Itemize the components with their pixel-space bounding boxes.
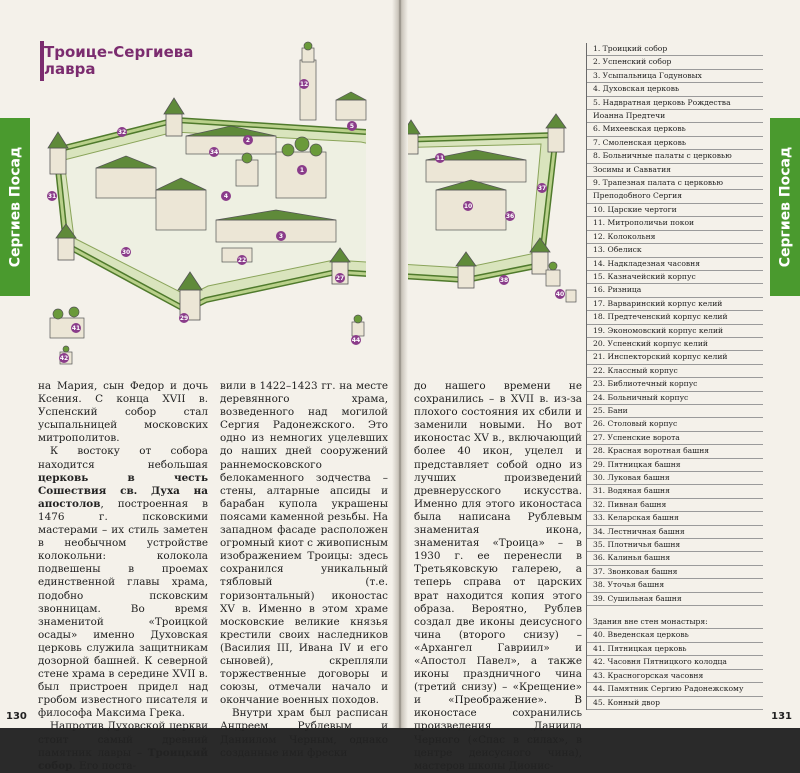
legend-item: 19. Экономовский корпус келий [587,325,763,338]
legend-item: 38. Уточья башня [587,579,763,592]
map-marker [537,183,547,193]
paragraph [38,720,208,772]
legend-item: 35. Плотничья башня [587,539,763,552]
map-marker [243,135,253,145]
legend-item: 21. Инспекторский корпус келий [587,351,763,364]
map-marker [71,323,81,333]
text-column-3 [414,380,582,773]
map-marker [299,79,309,89]
svg-text:32: 32 [117,129,127,136]
legend-item: 13. Обелиск [587,244,763,257]
legend-item: 30. Луковая башня [587,472,763,485]
svg-text:27: 27 [335,275,345,282]
svg-text:37: 37 [537,185,547,192]
map-marker [179,313,189,323]
legend-item: 16. Ризница [587,284,763,297]
legend-item: 28. Красная воротная башня [587,445,763,458]
legend-item: 1. Троицкий собор [587,43,763,56]
page-number-right: 131 [771,711,792,722]
paragraph: вили в 1422–1423 гг. на месте деревянного храма, возведенного над могилой Сергия Радонежского. Это одно из немногих уцелевших до наших дней сооружений раннемосковского белокаменного зодчества – стены, алтарные апсиды и барабан купола украшены поясами каменной резьбы. На западном фасаде расположен огромный киот с живописным изображением Троицы: здесь сохранился уникальный тябловый (т.е. горизонтальный) иконостас XV в. Именно в этом храме московские великие князья крестили своих наследников (Василия III, Ивана IV и его сыновей), скрепляли торжественные договоры и союзы, отмечали начало и окончание военных походов. [220,380,388,707]
legend-item: 41. Пятницкая церковь [587,643,763,656]
svg-text:42: 42 [59,355,69,362]
bold-term: церковь в честь Сошествия св. Духа на апостолов [38,471,208,510]
legend-item: 26. Столовый корпус [587,418,763,431]
legend-item: 31. Водяная башня [587,485,763,498]
legend-item: 22. Классный корпус [587,365,763,378]
legend-item: 8. Больничные палаты с церковью [587,150,763,163]
svg-text:3: 3 [278,233,284,240]
svg-text:36: 36 [505,213,515,220]
map-marker [499,275,509,285]
legend-item: 4. Духовская церковь [587,83,763,96]
legend-item: 12. Колокольня [587,231,763,244]
svg-text:40: 40 [555,291,565,298]
svg-text:22: 22 [237,257,247,264]
legend-outside-title: Здания вне стен монастыря: [587,616,763,629]
svg-text:38: 38 [499,277,509,284]
legend-item: 25. Бани [587,405,763,418]
legend-item: Преподобного Сергия [587,190,763,203]
legend-item: 11. Митрополичьи покои [587,217,763,230]
legend-item: 3. Усыпальница Годуновых [587,70,763,83]
map-marker [59,353,69,363]
text-span: , построенная в 1476 г. псковскими мастерами – их стиль заметен в необычном устройстве колокольни: колокола подвешены в проемах единственной главы храма, подобно псковским звонницам. Во время знаменитой «Троицкой осады» именно Духовская церковь служила защитникам дозорной башней. К северной стене храма в середине XVII в. был пристроен придел над гробом известного писателя и философа Максима Грека. [38,497,208,720]
legend-item: 10. Царские чертоги [587,204,763,217]
legend-item: 9. Трапезная палата с церковью [587,177,763,190]
map-marker [121,247,131,257]
legend-item: 37. Звонковая башня [587,566,763,579]
legend-item: 33. Келарская башня [587,512,763,525]
svg-text:44: 44 [351,337,361,344]
paragraph: на Мария, сын Федор и дочь Ксения. С конца XVII в. Успенский собор стал усыпальницей московских митрополитов. [38,380,208,445]
svg-text:30: 30 [121,249,131,256]
svg-text:31: 31 [47,193,57,200]
map-marker [209,147,219,157]
legend-item: 34. Лестничная башня [587,526,763,539]
legend-item: 17. Варваринский корпус келий [587,298,763,311]
map-marker [463,201,473,211]
legend-item: 32. Пивная башня [587,499,763,512]
legend-item: 6. Михеевская церковь [587,123,763,136]
legend-item: 39. Сушильная башня [587,593,763,606]
legend-item: 23. Библиотечный корпус [587,378,763,391]
legend-item: 36. Калинья башня [587,552,763,565]
map-marker [237,255,247,265]
paragraph [38,445,208,720]
legend-item: 24. Больничный корпус [587,392,763,405]
paragraph: до нашего времени не сохранились – в XVII в. из-за плохого состояния их сбили и заменили новыми. Но вот иконостас XV в., включающий более 40 икон, уцелел и представляет собой одно из лучших произведений древнерусского искусства. Именно для этого иконостаса была написана Рублевым знаменитая икона, знаменитая «Троица» – в 1930 г. ее перенесли в Третьяковскую галерею, а теперь справа от царских врат находится копия этого образа. Вероятно, Рублев создал две иконы деисусного чина (второго снизу) – «Архангел Гавриил» и «Апостол Павел», а также иконы праздничного чина (третий снизу) – «Крещение» и «Преображение». В иконостасе сохранились произведения Даниила Черного («Спас в силах», в центре деисусного чина), мастеров школы Дионис- [414,380,582,772]
legend-outside-list [587,629,763,709]
text-span: Напротив Духовской церкви стоит самый древний памятник лавры – [38,720,208,759]
legend-item: 29. Пятницкая башня [587,459,763,472]
svg-text:11: 11 [435,155,445,162]
svg-text:1: 1 [299,167,305,174]
map-marker [351,335,361,345]
legend-item: 44. Памятник Сергию Радонежскому [587,683,763,696]
svg-text:4: 4 [223,193,229,200]
page-number-left: 130 [6,711,27,722]
svg-text:41: 41 [71,325,81,332]
map-marker [117,127,127,137]
map-marker [555,289,565,299]
map-legend [586,43,763,710]
text-span: К востоку от собора находится небольшая [38,445,208,471]
section-tab-left-label: Сергиев Посад [7,146,23,268]
paragraph: Внутри храм был расписан Андреем Рублевым и Даниилом Черным, однако созданные ими фрески [220,707,388,759]
legend-item: 40. Введенская церковь [587,629,763,642]
legend-item: 43. Красногорская часовня [587,670,763,683]
map-title: Троице-Сергиева лавра [44,43,194,78]
monastery-map [36,40,590,370]
legend-item: 20. Успенский корпус келий [587,338,763,351]
map-marker [47,191,57,201]
legend-item: 15. Казначейский корпус [587,271,763,284]
legend-item: 27. Успенские ворота [587,432,763,445]
svg-text:5: 5 [349,123,355,130]
legend-item: 2. Успенский собор [587,56,763,69]
legend-item: 14. Надкладезная часовня [587,258,763,271]
section-tab-left [0,118,30,296]
map-marker [276,231,286,241]
legend-list [587,43,763,606]
bold-term: Троицкий собор [38,746,208,772]
book-gutter [392,0,408,728]
svg-text:34: 34 [209,149,219,156]
map-marker [335,273,345,283]
svg-text:2: 2 [245,137,251,144]
legend-item: Зосимы и Савватия [587,164,763,177]
map-marker [347,121,357,131]
legend-gap [587,606,763,616]
legend-item: 5. Надвратная церковь Рождества [587,97,763,110]
text-span: . Его поста- [72,759,137,772]
section-tab-right [770,118,800,296]
text-column-1 [38,380,208,773]
legend-item: 18. Предтеченский корпус келий [587,311,763,324]
legend-item: 42. Часовня Пятницкого колодца [587,656,763,669]
map-marker [221,191,231,201]
map-marker [505,211,515,221]
legend-item: 7. Смоленская церковь [587,137,763,150]
svg-text:29: 29 [179,315,189,322]
legend-item: Иоанна Предтечи [587,110,763,123]
section-tab-right-label: Сергиев Посад [777,146,793,268]
svg-text:12: 12 [299,81,309,88]
map-marker [297,165,307,175]
text-column-2 [220,380,388,760]
map-marker [435,153,445,163]
legend-item: 45. Конный двор [587,697,763,710]
svg-text:10: 10 [463,203,473,210]
